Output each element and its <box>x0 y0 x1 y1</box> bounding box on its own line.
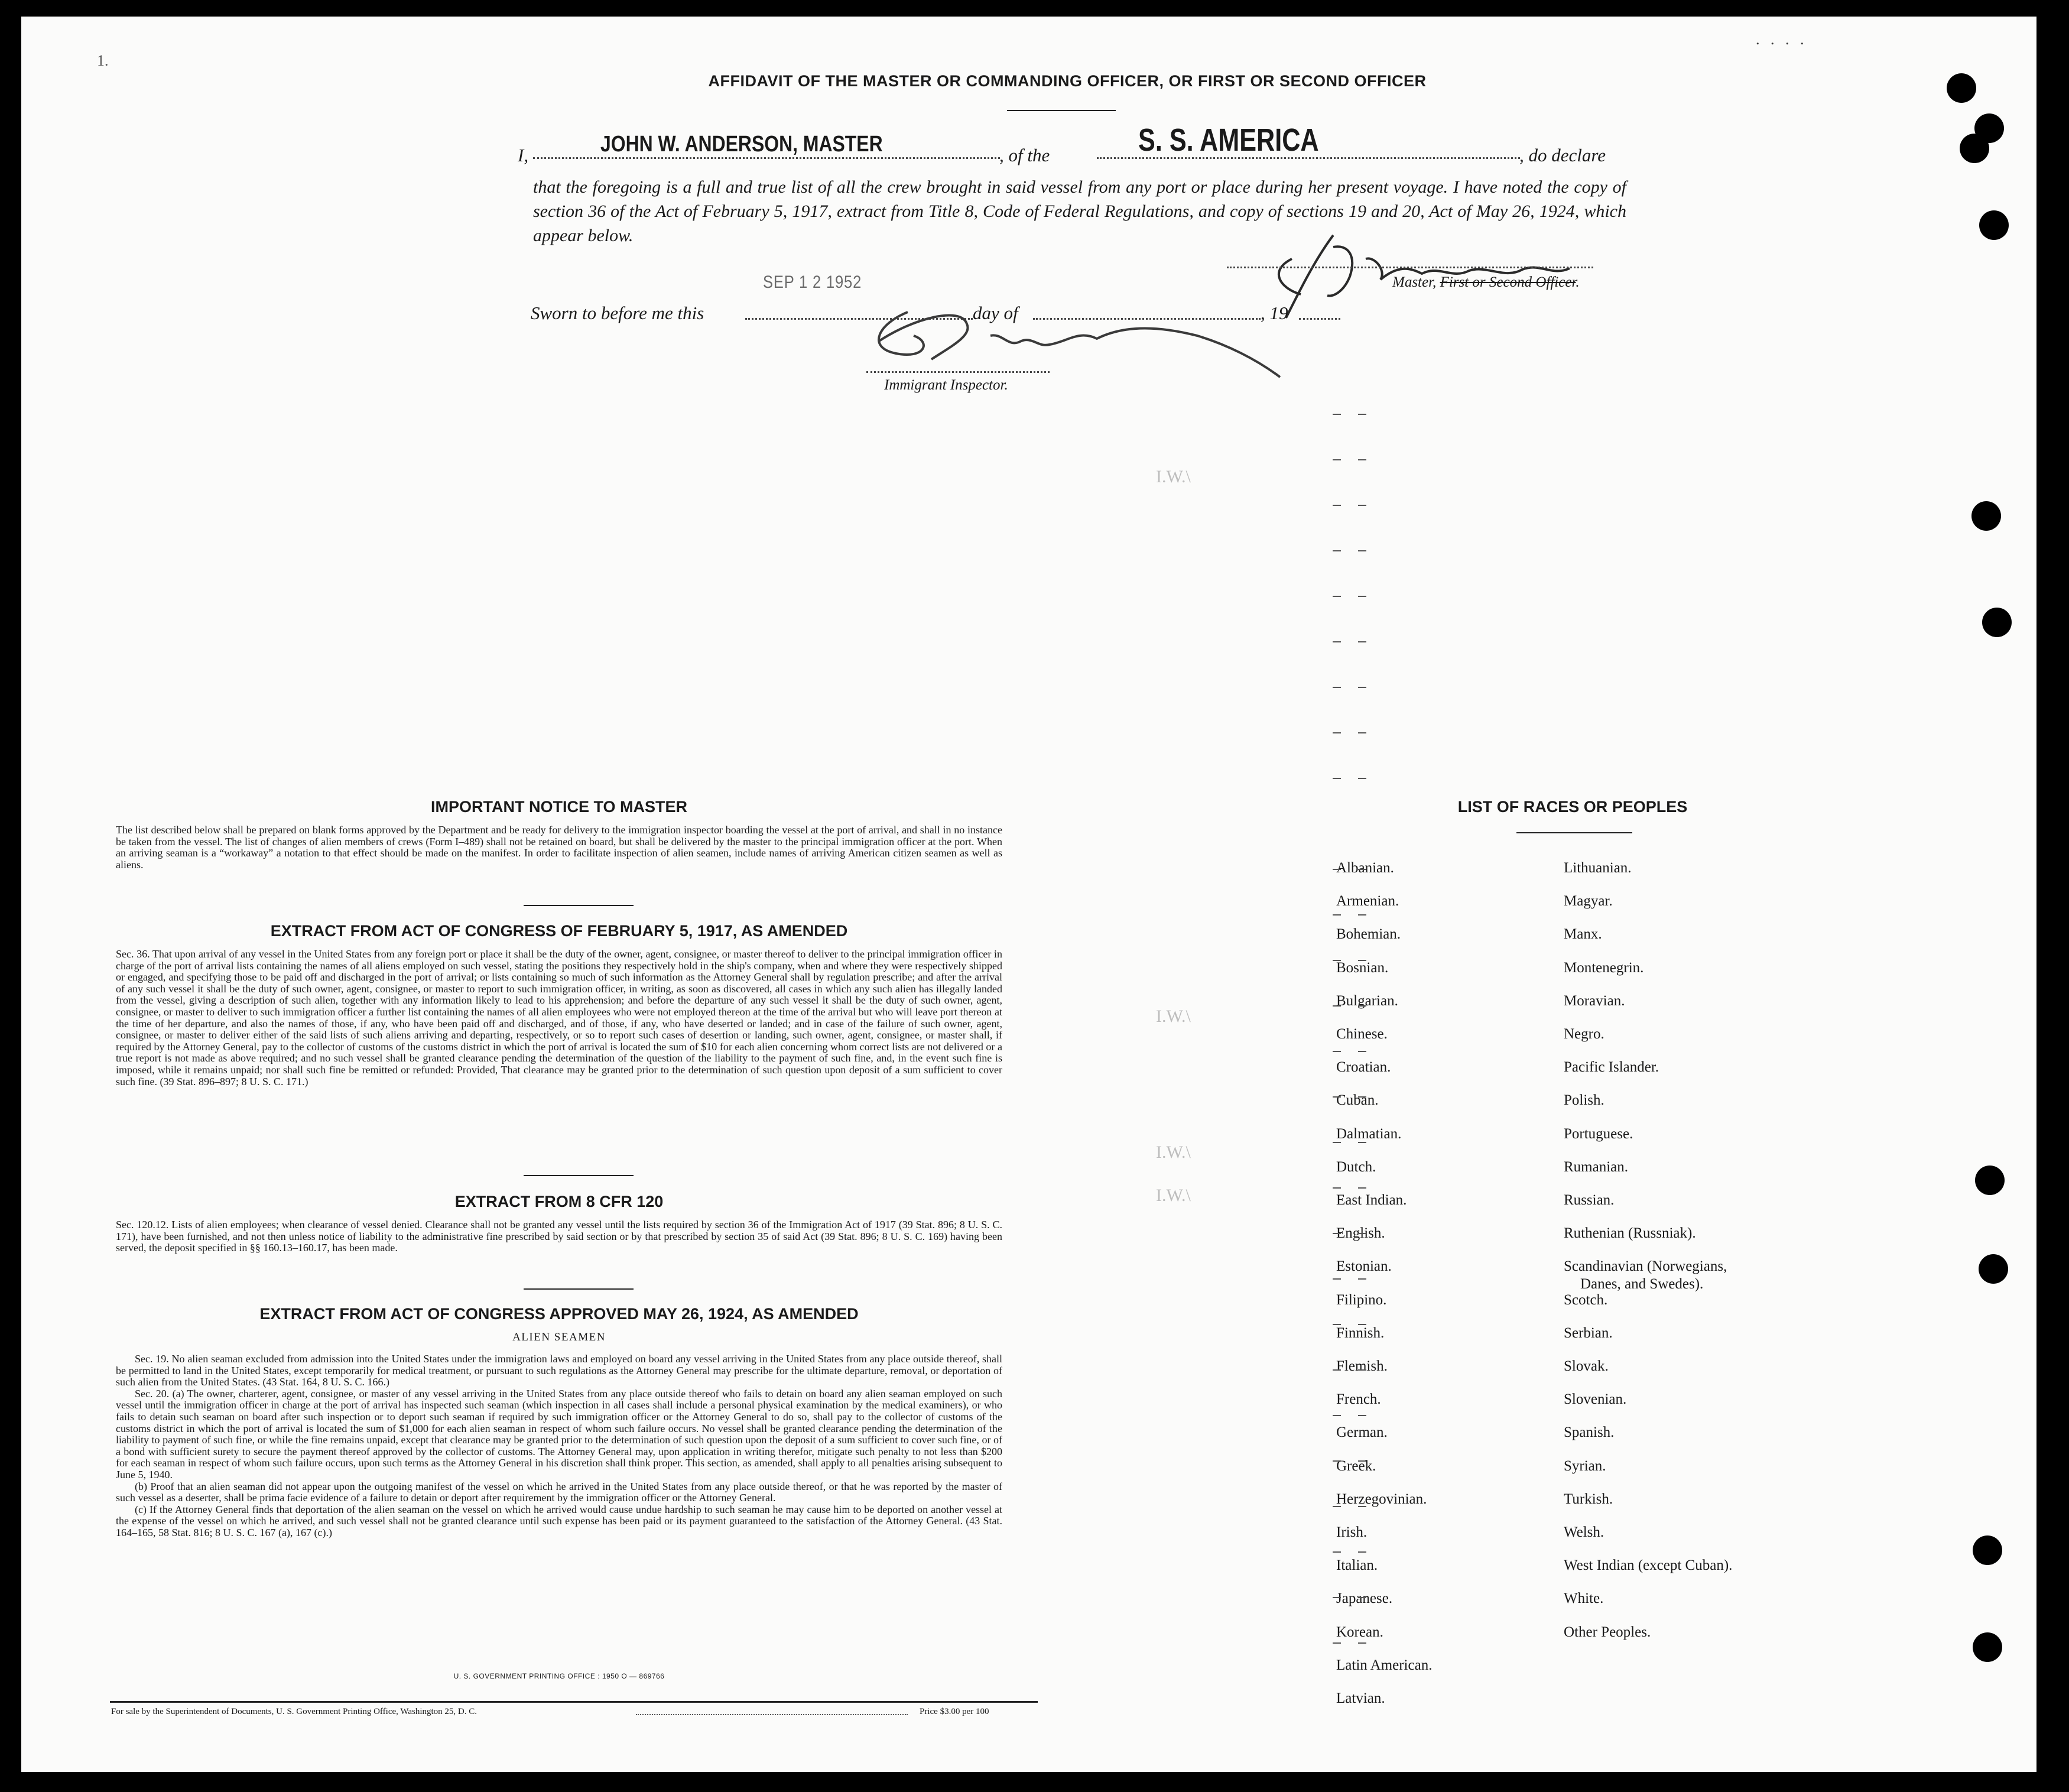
section-rule <box>524 1175 634 1176</box>
title-rule <box>1007 110 1116 111</box>
sec19-paragraph: Sec. 19. No alien seaman excluded from admission into the United States under the immigration laws and employed on board any vessel arriving in the United States from any place outside thereof, shall be permitted to land in the United States, except temporarily for medical treatment, or pursuant to such regulations as the Attorney General may prescribe for the ultimate departure, removal, or deportation of such alien from the United States. (43 Stat. 164, 8 U. S. C. 166.) <box>116 1353 1002 1388</box>
bleed-dash <box>1358 1415 1366 1416</box>
race-item: Negro. <box>1564 1026 1604 1042</box>
inspector-signature <box>843 300 1292 383</box>
race-item: English. <box>1336 1225 1385 1241</box>
bleed-dash <box>1333 1415 1341 1416</box>
bleed-dash <box>1333 1142 1341 1143</box>
bleed-dash <box>1358 1142 1366 1143</box>
corner-dots-mark: . . . . <box>1756 31 1808 48</box>
bleed-mark: I.W.\ <box>1156 1142 1191 1162</box>
punch-hole <box>1979 1254 2008 1284</box>
bleed-dash <box>1333 414 1341 415</box>
race-item: Russian. <box>1564 1192 1615 1208</box>
race-item: French. <box>1336 1391 1381 1407</box>
race-item: Dutch. <box>1336 1159 1376 1175</box>
master-label: Master, <box>1392 274 1440 290</box>
race-item: Chinese. <box>1336 1026 1388 1042</box>
race-item: Spanish. <box>1564 1424 1615 1440</box>
bleed-dash <box>1358 1369 1366 1371</box>
race-item: Moravian. <box>1564 993 1625 1009</box>
master-signature-line <box>1227 267 1593 268</box>
bleed-dash <box>1358 459 1366 460</box>
race-item: Latvian. <box>1336 1690 1385 1706</box>
bleed-dash <box>1358 960 1366 961</box>
bleed-dash <box>1358 1187 1366 1189</box>
punch-hole <box>1982 608 2012 637</box>
race-item: Filipino. <box>1336 1292 1387 1308</box>
bleed-dash <box>1358 1233 1366 1234</box>
bleed-dash <box>1333 641 1341 642</box>
bleed-dash <box>1333 687 1341 688</box>
race-item: Other Peoples. <box>1564 1624 1651 1640</box>
bleed-dash <box>1358 687 1366 688</box>
bleed-mark: I.W.\ <box>1156 1007 1191 1026</box>
footer-rule <box>110 1701 1038 1703</box>
race-item: Bohemian. <box>1336 926 1401 942</box>
inspector-label: Immigrant Inspector. <box>884 377 1008 393</box>
bleed-mark: I.W.\ <box>1156 467 1191 486</box>
bleed-dash <box>1333 1096 1341 1098</box>
bleed-dash <box>1358 1506 1366 1507</box>
race-item: Serbian. <box>1564 1325 1613 1341</box>
bleed-dash <box>1358 414 1366 415</box>
race-item: Italian. <box>1336 1557 1378 1573</box>
races-rule <box>1516 832 1632 833</box>
section-rule <box>524 905 634 906</box>
race-item: Pacific Islander. <box>1564 1059 1659 1075</box>
footer-leader <box>636 1714 908 1715</box>
race-item: Estonian. <box>1336 1258 1392 1274</box>
section-rule <box>524 1288 634 1290</box>
bleed-dash <box>1358 1051 1366 1052</box>
bleed-dash <box>1358 914 1366 916</box>
bleed-dash <box>1358 641 1366 642</box>
bleed-dash <box>1333 1005 1341 1007</box>
bleed-dash <box>1333 1551 1341 1553</box>
bleed-mark: I.W.\ <box>1156 1186 1191 1205</box>
i-label: I, <box>518 145 529 165</box>
punch-hole <box>1975 1166 2005 1195</box>
notice-title: IMPORTANT NOTICE TO MASTER <box>431 798 687 816</box>
sec20a-paragraph: Sec. 20. (a) The owner, charterer, agent, consignee, or master of any vessel arriving in the United States from any place outside thereof who fails to detain on board any alien seaman employed on such vessel until the immigration officer in charge at the port of arrival has inspected such seaman (which inspection in all cases shall include a personal physical examination by the medical examiners), or who fails to detain such seaman on board after such inspection or to deport such seaman if required by such immigration officer or the Attorney General to do so, shall pay to the collector of customs of the customs district in which the port of arrival is located the sum of $1,000 for each alien seaman in respect of whom such failure occurs. No vessel shall be granted clearance pending the determination of the liability to payment of such fine, or while the fine remains unpaid, except that clearance may be granted prior to the determination of such question upon the deposit of a sum sufficient to cover such fine, or of a bond with sufficient surety to secure the payment thereof approved by the collector of customs. The Attorney General may, upon application in writing therefor, mitigate such penalty to not less than $200 for each seaman in respect of whom such failure occurs, upon such terms as the Attorney General in his discretion shall think proper. This section, as amended, shall apply to all penalties arising subsequent to June 5, 1940. <box>116 1387 1002 1481</box>
race-item: Cuban. <box>1336 1092 1379 1108</box>
race-item: Syrian. <box>1564 1458 1606 1474</box>
bleed-dash <box>1333 869 1341 870</box>
bleed-dash <box>1333 778 1341 779</box>
bleed-dash <box>1333 1642 1341 1644</box>
bleed-dash <box>1333 1051 1341 1052</box>
bleed-dash <box>1358 732 1366 733</box>
race-item: Bosnian. <box>1336 960 1389 976</box>
race-item: Scotch. <box>1564 1292 1608 1308</box>
bleed-dash <box>1333 914 1341 916</box>
race-item: Bulgarian. <box>1336 993 1398 1009</box>
race-item: Welsh. <box>1564 1524 1604 1540</box>
bleed-dash <box>1358 778 1366 779</box>
vessel-name: S. S. AMERICA <box>1138 122 1319 158</box>
punch-hole <box>1973 1535 2002 1565</box>
race-item: Rumanian. <box>1564 1159 1629 1175</box>
punch-hole <box>1971 501 2001 531</box>
date-stamp: SEP 1 2 1952 <box>763 272 862 292</box>
bleed-dash <box>1358 550 1366 551</box>
printer-line: U. S. GOVERNMENT PRINTING OFFICE : 1950 O — 869766 <box>453 1672 665 1680</box>
race-item: Armenian. <box>1336 893 1399 909</box>
year-label: , 19 <box>1261 303 1288 323</box>
race-item: Flemish. <box>1336 1358 1388 1374</box>
bleed-dash <box>1333 596 1341 597</box>
race-item: Finnish. <box>1336 1325 1385 1341</box>
punch-hole <box>1979 210 2009 240</box>
race-item: White. <box>1564 1590 1604 1606</box>
race-item: West Indian (except Cuban). <box>1564 1557 1733 1573</box>
race-item: Latin American. <box>1336 1657 1433 1673</box>
extract2-title: EXTRACT FROM 8 CFR 120 <box>454 1193 664 1210</box>
document-page <box>21 17 2036 1772</box>
race-item: East Indian. <box>1336 1192 1407 1208</box>
bleed-dash <box>1333 505 1341 506</box>
footer-left: For sale by the Superintendent of Documents, U. S. Government Printing Office, Washington 25, D. C. <box>111 1707 477 1716</box>
bleed-dash <box>1358 1642 1366 1644</box>
bleed-dash <box>1358 1460 1366 1462</box>
sworn-year-line <box>1299 318 1340 320</box>
race-item: German. <box>1336 1424 1388 1440</box>
bleed-dash <box>1358 1324 1366 1325</box>
punch-hole <box>1960 134 1989 163</box>
bleed-dash <box>1333 1460 1341 1462</box>
race-item: Dalmatian. <box>1336 1126 1402 1142</box>
race-item: Polish. <box>1564 1092 1604 1108</box>
bleed-dash <box>1333 1278 1341 1280</box>
bleed-dash <box>1333 459 1341 460</box>
extract1-body: Sec. 36. That upon arrival of any vessel in the United States from any foreign port or place it shall be the duty of the owner, agent, consignee, or master thereof to deliver to the principal immigration officer in charge of the port of arrival lists containing the names of all aliens employed on such vessel, stating the positions they respectively hold in the ship's company, when and where they were respectively shipped or engaged, and specifying those to be paid off and discharged in the port of arrival; or lists containing so much of such information as the Attorney General shall by regulation prescribe; and after the arrival of any such vessel it shall be the duty of such owner, agent, consignee, or master to report to such immigration officer, in writing, as soon as discovered, all cases in which any such alien has illegally landed from the vessel, giving a description of such alien, together with any information likely to lead to his apprehension; and before the departure of any such vessel it shall be the duty of such owner, agent, consignee, or master to deliver to such immigration officer a further list containing the names of all alien employees who were not employed thereon at the time of the arrival but who will leave port thereon at the time of her departure, and also the names of those, if any, who have been paid off and discharged, and of those, if any, who have deserted or landed; and in case of the failure of such owner, agent, consignee, or master to deliver either of the said lists of such aliens arriving and departing, respectively, or so to report such cases of desertion or landing, such owner, agent, consignee, or master shall, if required by the Attorney General, pay to the collector of customs of the customs district in which the port of arrival is located the sum of $10 for each alien concerning whom correct lists are not delivered or a true report is not made as above required; and no such vessel shall be granted clearance pending the determination of the question of the liability to the payment of such fine, and, in the event such fine is imposed, while it remains unpaid; nor shall such fine be remitted or refunded: Provided, That clearance may be granted prior to the determination of such question upon deposit of a sum sufficient to cover such fine. (39 Stat. 896–897; 8 U. S. C. 171.) <box>116 948 1002 1087</box>
bleed-dash <box>1358 1551 1366 1553</box>
races-title: LIST OF RACES OR PEOPLES <box>1457 798 1688 816</box>
bleed-dash <box>1333 1597 1341 1598</box>
bleed-dash <box>1333 732 1341 733</box>
race-item: Slovenian. <box>1564 1391 1627 1407</box>
bleed-dash <box>1333 1233 1341 1234</box>
bleed-dash <box>1333 550 1341 551</box>
bleed-dash <box>1358 869 1366 870</box>
race-item: Greek. <box>1336 1458 1376 1474</box>
of-the-label: , of the <box>999 145 1050 165</box>
footer-right: Price $3.00 per 100 <box>920 1707 989 1716</box>
master-title <box>1392 274 1580 291</box>
punch-hole <box>1973 1632 2002 1662</box>
race-item: Turkish. <box>1564 1491 1613 1507</box>
race-item: Magyar. <box>1564 893 1613 909</box>
notice-body: The list described below shall be prepared on blank forms approved by the Department and be ready for delivery to the immigration inspector boarding the vessel at the port of arrival, and shall in no instance be taken from the vessel. The list of changes of alien members of crews (Form I–489) shall not be retained on board, but shall be delivered by the master to the principal immigration officer at the port. When an arriving seaman is a “workaway” a notation to that effect should be made on the manifest. In order to facilitate inspection of alien seamen, include names of arriving American citizen seamen as well as aliens. <box>116 824 1002 871</box>
race-item: Korean. <box>1336 1624 1383 1640</box>
bleed-dash <box>1333 960 1341 961</box>
extract2-body: Sec. 120.12. Lists of alien employees; when clearance of vessel denied. Clearance shall not be granted any vessel until the lists required by section 36 of the Immigration Act of 1917 (39 Stat. 896; 8 U. S. C. 171), have been furnished, and not then unless notice of liability to the administrative fine prescribed by said section or by that prescribed by section 35 of said Act (39 Stat. 896; 8 U. S. C. 169) having been served, the deposit specified in §§ 160.13–160.17, has been made. <box>116 1219 1002 1254</box>
race-item: Manx. <box>1564 926 1602 942</box>
inspector-signature-line <box>866 371 1050 373</box>
master-label-period: . <box>1576 274 1580 290</box>
race-item: Herzegovinian. <box>1336 1491 1427 1507</box>
extract3-subtitle: ALIEN SEAMEN <box>512 1331 606 1343</box>
affidavit-title: AFFIDAVIT OF THE MASTER OR COMMANDING OFFICER, OR FIRST OR SECOND OFFICER <box>708 72 1427 90</box>
declarant-name: JOHN W. ANDERSON, MASTER <box>600 132 883 157</box>
race-item: Croatian. <box>1336 1059 1391 1075</box>
race-item: Montenegrin. <box>1564 960 1644 976</box>
sworn-label: Sworn to before me this <box>531 303 704 323</box>
punch-hole <box>1947 73 1976 103</box>
bleed-dash <box>1333 1324 1341 1325</box>
race-item: Slovak. <box>1564 1358 1609 1374</box>
extract3-body <box>116 1353 1002 1539</box>
race-item: Irish. <box>1336 1524 1368 1540</box>
extract3-title: EXTRACT FROM ACT OF CONGRESS APPROVED MAY 26, 1924, AS AMENDED <box>259 1305 859 1323</box>
bleed-dash <box>1358 1278 1366 1280</box>
race-item: Lithuanian. <box>1564 860 1632 876</box>
bleed-dash <box>1358 1597 1366 1598</box>
race-item: Ruthenian (Russniak). <box>1564 1225 1696 1241</box>
bleed-dash <box>1333 1369 1341 1371</box>
race-item: Albanian. <box>1336 860 1394 876</box>
day-of-label: day of <box>973 303 1018 323</box>
bleed-dash <box>1333 1187 1341 1189</box>
race-item: Scandinavian (Norwegians, Danes, and Swedes). <box>1564 1258 1727 1292</box>
extract1-title: EXTRACT FROM ACT OF CONGRESS OF FEBRUARY 5, 1917, AS AMENDED <box>270 922 848 940</box>
declarant-line <box>533 157 1000 159</box>
bleed-dash <box>1358 1096 1366 1098</box>
race-item: Japanese. <box>1336 1590 1393 1606</box>
sec20b-paragraph: (b) Proof that an alien seaman did not appear upon the outgoing manifest of the vessel on which he arrived in the United States from any place outside thereof, or that he was reported by the master of such vessel as a deserter, shall be prima facie evidence of a failure to detain or deport after requirement by the immigration officer or the Attorney General. <box>116 1480 1002 1504</box>
bleed-dash <box>1358 505 1366 506</box>
struck-officer-label: First or Second Officer <box>1440 274 1576 290</box>
do-declare-label: , do declare <box>1519 145 1606 165</box>
affidavit-statement: that the foregoing is a full and true list of all the crew brought in said vessel from any port or place during her present voyage. I have noted the copy of section 36 of the Act of February 5, 1917, extract from Title 8, Code of Federal Regulations, and copy of sections 19 and 20, Act of May 26, 1924, which appear below. <box>533 177 1626 245</box>
bleed-dash <box>1358 596 1366 597</box>
page-number-mark: 1. <box>97 52 109 69</box>
bleed-dash <box>1333 1506 1341 1507</box>
race-item: Portuguese. <box>1564 1126 1633 1142</box>
bleed-dash <box>1358 1005 1366 1007</box>
sec20c-paragraph: (c) If the Attorney General finds that deportation of the alien seaman on the vessel on which he arrived would cause undue hardship to such seaman he may cause him to be deported on another vessel at the expense of the vessel on which he arrived, and such vessel shall not be granted clearance until such expense has been paid or its payment guaranteed to the satisfaction of the Attorney General. (43 Stat. 164–165, 58 Stat. 816; 8 U. S. C. 167 (a), 167 (c).) <box>116 1503 1002 1538</box>
